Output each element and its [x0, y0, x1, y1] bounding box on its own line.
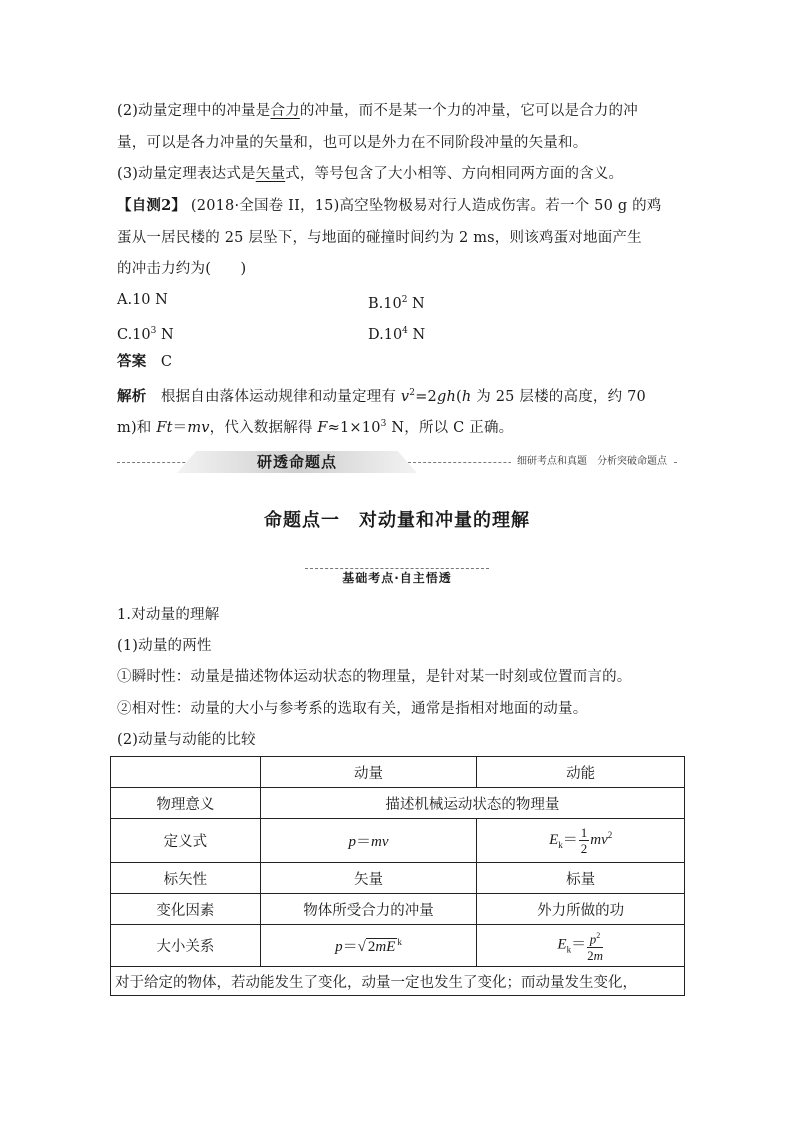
var-v: v	[400, 388, 410, 405]
var-F: F	[317, 419, 328, 436]
table-cell-empty	[111, 757, 261, 788]
text: (	[456, 388, 462, 405]
option-d-exp: 4	[402, 326, 408, 336]
table-row	[111, 894, 685, 925]
answer-label: 答案	[117, 353, 147, 370]
var-mv: mv	[187, 419, 210, 436]
text: 式，等号包含了大小相等、方向相同两方面的含义。	[285, 166, 624, 182]
option-d-unit: N	[407, 326, 426, 343]
comparison-table	[110, 756, 685, 996]
row-meaning-label: 物理意义	[111, 788, 261, 819]
text: N，所以 C 正确。	[386, 419, 514, 436]
option-c	[117, 321, 174, 345]
table-row	[111, 967, 685, 996]
underlined-term: 矢量	[255, 166, 286, 182]
text: 根据自由落体运动规律和动量定理有	[160, 388, 401, 405]
item-1-heading: 1.对动量的理解	[117, 607, 220, 623]
row-scalar-momentum: 矢量	[260, 863, 477, 894]
item-1-2-heading: (2)动量与动能的比较	[117, 732, 256, 748]
sub-banner-rule	[305, 568, 489, 569]
row-factor-momentum: 物体所受合力的冲量	[260, 894, 477, 925]
paragraph-2-line-2: 量，可以是各力冲量的矢量和，也可以是外力在不同阶段冲量的矢量和。	[117, 135, 588, 151]
row-scalar-energy: 标量	[477, 863, 685, 894]
text: m)和	[117, 419, 157, 436]
option-c-exp: 3	[150, 326, 157, 336]
text: (3)动量定理表达式是	[117, 166, 256, 182]
underlined-term: 合力	[270, 103, 300, 119]
option-c-unit: N	[156, 326, 174, 343]
table-row	[111, 757, 685, 788]
paragraph-3	[117, 164, 687, 184]
sub-banner	[305, 566, 489, 586]
option-a: A.10 N	[117, 292, 168, 308]
option-d	[368, 321, 425, 345]
banner-subtitle: 细研考点和真题 分析突破命题点	[511, 455, 673, 469]
exercise-line-3: 的冲击力约为( )	[117, 261, 247, 277]
option-d-base: D.10	[368, 326, 403, 343]
option-b-unit: N	[407, 295, 425, 312]
exercise-text: (2018·全国卷 II，15)高空坠物极易对行人造成伤害。若一个 50 g 的鸡	[190, 198, 662, 214]
option-b-base: B.10	[368, 295, 402, 312]
text: 为 25 层楼的高度，约 70	[471, 388, 646, 405]
header-momentum: 动量	[260, 757, 477, 788]
table-row	[111, 788, 685, 819]
table-row	[111, 925, 685, 967]
momentum-formula: p＝mv	[260, 819, 477, 863]
row-def-label: 定义式	[111, 819, 261, 863]
energy-formula: $E_k=$ $\frac{1}{2}$ $mv^2$	[477, 819, 685, 863]
row-factor-energy: 外力所做的功	[477, 894, 685, 925]
analysis-line-2	[117, 414, 687, 438]
text: ＝	[172, 419, 188, 436]
table-note: 对于给定的物体，若动能发生了变化，动量一定也发生了变化；而动量发生变化，	[111, 967, 685, 996]
row-factor-label: 变化因素	[111, 894, 261, 925]
option-b	[368, 290, 425, 314]
analysis-label: 解析	[117, 387, 147, 405]
table-row	[111, 819, 685, 863]
header-energy: 动能	[477, 757, 685, 788]
answer-value: C	[160, 354, 173, 370]
row-scalar-label: 标矢性	[111, 863, 261, 894]
text: 的冲量，而不是某一个力的冲量，它可以是合力的冲	[299, 103, 638, 119]
sub-banner-text: 基础考点·自主悟透	[342, 571, 452, 585]
var-h: h	[461, 388, 472, 405]
section-title: 命题点一 对动量和冲量的理解	[264, 510, 530, 531]
var-gh: gh	[436, 388, 457, 405]
banner-title: 研透命题点	[256, 453, 337, 471]
row-meaning-value: 描述机械运动状态的物理量	[260, 788, 684, 819]
exercise-line-1	[117, 196, 687, 216]
answer	[117, 352, 687, 372]
row-relation-label: 大小关系	[111, 925, 261, 967]
exercise-label: 【自测2】	[117, 197, 187, 214]
section-banner	[117, 451, 677, 473]
item-1-1-b: ②相对性：动量的大小与参考系的选取有关，通常是指相对地面的动量。	[117, 701, 588, 717]
var-ft: Ft	[156, 419, 173, 436]
option-c-base: C.10	[117, 326, 151, 343]
paragraph-2-line-1	[117, 101, 687, 121]
text: ，代入数据解得	[209, 419, 318, 436]
text: =2	[415, 388, 437, 405]
table-row	[111, 863, 685, 894]
exercise-line-2: 蛋从一居民楼的 25 层坠下，与地面的碰撞时间约为 2 ms，则该鸡蛋对地面产生	[117, 230, 642, 246]
analysis-line-1: 解析 根据自由落体运动规律和动量定理有 $v^2=2gh(h$ 为 25 层楼的高度，约 70	[117, 387, 646, 405]
text: (2)动量定理中的冲量是	[117, 103, 271, 119]
exp: 3	[380, 419, 387, 429]
item-1-1-heading: (1)动量的两性	[117, 638, 212, 654]
item-1-1-a: ①瞬时性：动量是描述物体运动状态的物理量，是针对某一时刻或位置而言的。	[117, 669, 632, 685]
option-b-exp: 2	[401, 295, 408, 305]
momentum-relation-formula: p＝√ 2mE $^k$	[260, 925, 477, 967]
energy-relation-formula: $E_k=$ $\frac{p^2}{2m}$	[477, 925, 685, 967]
text: ≈1×10	[327, 419, 381, 436]
